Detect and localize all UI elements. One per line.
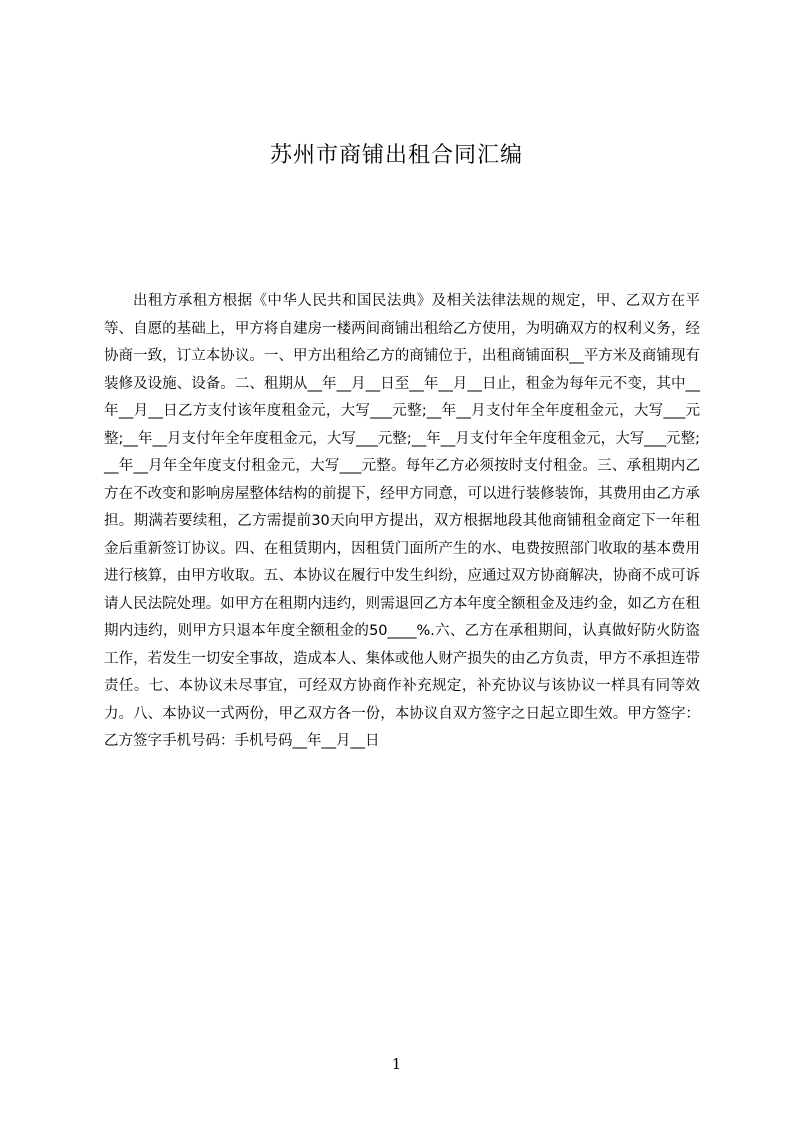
document-title: 苏州市商铺出租合同汇编 xyxy=(269,143,523,168)
contract-body-paragraph: 出租方承租方根据《中华人民共和国民法典》及相关法律法规的规定，甲、乙双方在平等、自愿的基础上，甲方将自建房一楼两间商铺出租给乙方使用，为明确双方的权利义务，经协商一致，订立本协议。一、甲方出租给乙方的商铺位于，出租商铺面积__平方米及商铺现有装修及设施、设备。二、租期从__年__月__日至__年__月__日止，租金为每年元不变，其中__年__月__日乙方支付该年度租金元，大写___元整;__年__月支付年全年度租金元，大写___元整;__年__月支付年全年度租金元，大写___元整;__年__月支付年全年度租金元，大写___元整;__年__月年全年度支付租金元，大写___元整。每年乙方必须按时支付租金。三、承租期内乙方在不改变和影响房屋整体结构的前提下，经甲方同意，可以进行装修装饰，其费用由乙方承担。期满若要续租，乙方需提前30天向甲方提出，双方根据地段其他商铺租金商定下一年租金后重新签订协议。四、在租赁期内，因租赁门面所产生的水、电费按照部门收取的基本费用进行核算，由甲方收取。五、本协议在履行中发生纠纷，应通过双方协商解决，协商不成可诉请人民法院处理。如甲方在租期内违约，则需退回乙方本年度全额租金及违约金，如乙方在租期内违约，则甲方只退本年度全额租金的50____%.六、乙方在承租期间，认真做好防火防盗工作，若发生一切安全事故，造成本人、集体或他人财产损失的由乙方负责，甲方不承担连带责任。七、本协议未尽事宜，可经双方协商作补充规定，补充协议与该协议一样具有同等效力。八、本协议一式两份，甲乙双方各一份，本协议自双方签字之日起立即生效。甲方签字：乙方签字手机号码：手机号码__年__月__日 xyxy=(104,293,700,749)
page-number: 1 xyxy=(391,1055,402,1073)
